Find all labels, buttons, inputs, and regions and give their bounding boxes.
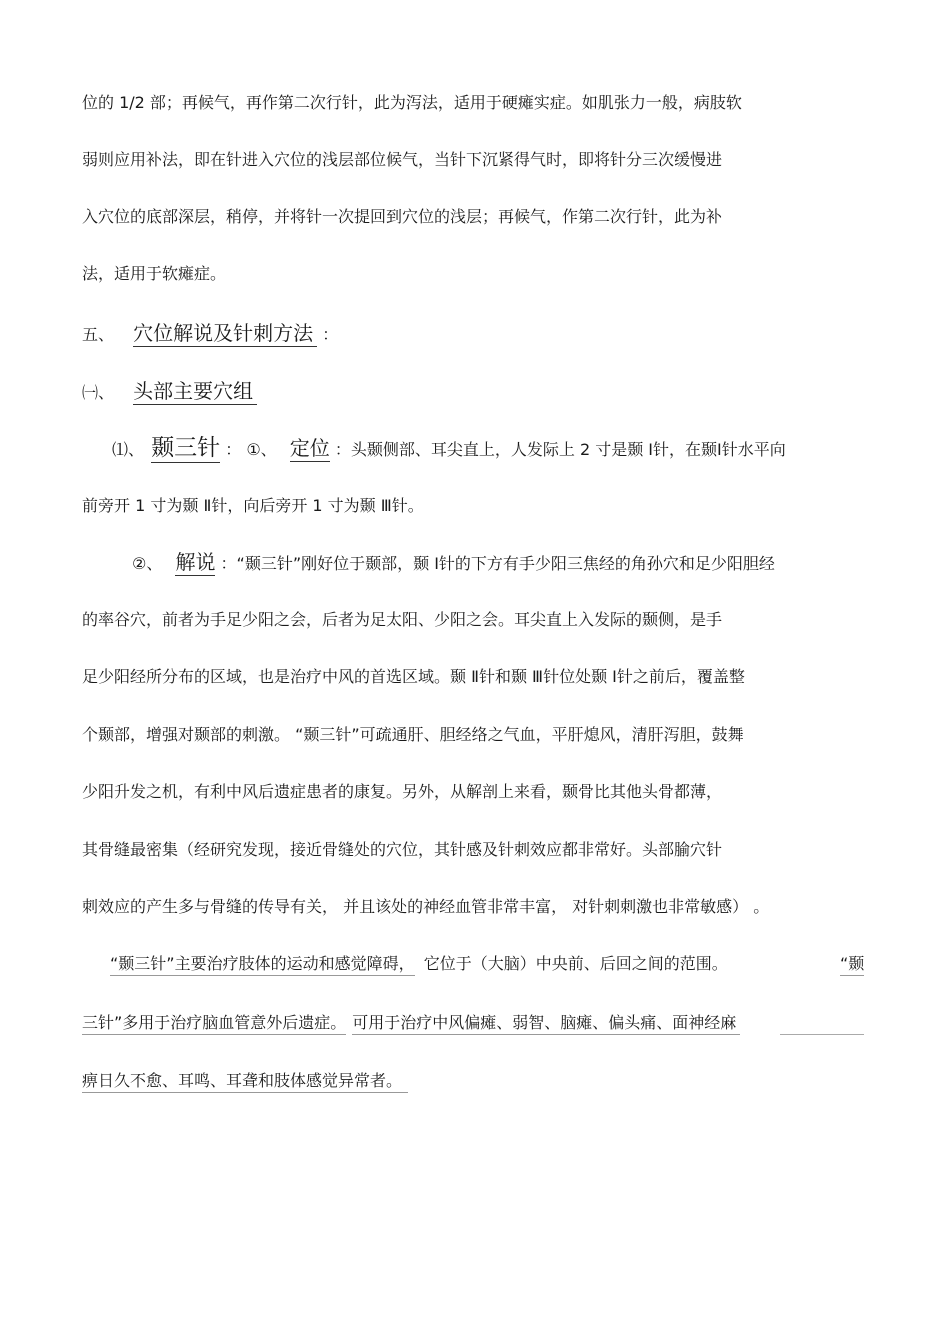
paragraph-line: 刺效应的产生多与骨缝的传导有关， 并且该处的神经血管非常丰富， 对针刺刺激也非常敏感） 。 (82, 897, 770, 916)
highlighted-line (110, 953, 728, 975)
underlined-text: “颞 (840, 954, 864, 976)
underlined-text: 可用于治疗中风偏瘫、弱智、脑瘫、偏头痛、面神经麻 (352, 1013, 740, 1035)
section-number: 五、 (82, 325, 115, 344)
sub-number: ②、 (132, 554, 163, 573)
highlighted-line (840, 953, 864, 975)
item-heading (132, 551, 775, 575)
section-title: 穴位解说及针刺方法 (133, 321, 317, 347)
sub-label-location: 定位 (289, 436, 330, 460)
paragraph-line: 法，适用于软瘫症。 (82, 264, 227, 283)
item-number: ⑴、 (112, 440, 145, 459)
sub-number: ①、 (246, 440, 277, 459)
subsection-heading (82, 380, 257, 404)
paragraph-line: 其骨缝最密集（经研究发现，接近骨缝处的穴位，其针感及针刺效应都非常好。头部腧穴针 (82, 840, 723, 859)
plain-text: 它位于（大脑）中央前、后回之间的范围。 (423, 954, 728, 973)
underlined-text: 三针”多用于治疗脑血管意外后遗症。 (82, 1013, 346, 1035)
subsection-title: 头部主要穴组 (133, 379, 257, 405)
underlined-text: “颞三针”主要治疗肢体的运动和感觉障碍， (110, 954, 415, 976)
sub-text: ：“颞三针”刚好位于颞部，颞 Ⅰ针的下方有手少阳三焦经的角孙穴和足少阳胆经 (220, 554, 775, 573)
acupoint-name: 颞三针 (151, 435, 221, 461)
underline-rule (780, 1034, 864, 1035)
subsection-number: ㈠、 (82, 383, 115, 402)
paragraph-line: 足少阳经所分布的区域，也是治疗中风的首选区域。颞 Ⅱ针和颞 Ⅲ针位处颞 Ⅰ针之前后，覆盖整 (82, 667, 745, 686)
paragraph-line: 少阳升发之机，有利中风后遗症患者的康复。另外，从解剖上来看，颞骨比其他头骨都薄， (82, 782, 723, 801)
section-heading (82, 322, 338, 346)
paragraph-line: 个颞部，增强对颞部的刺激。 “颞三针”可疏通肝、胆经络之气血，平肝熄风，清肝泻胆，鼓舞 (82, 725, 744, 744)
item-heading: ⑴、 颞三针 ： ①、 定位 ：头颞侧部、耳尖直上，人发际上 2 寸是颞 Ⅰ针，在颞Ⅰ针水平向 (112, 435, 786, 461)
paragraph-line: 入穴位的底部深层，稍停，并将针一次提回到穴位的浅层；再候气，作第二次行针，此为补 (82, 207, 723, 226)
underlined-text: 痹日久不愈、耳鸣、耳聋和肢体感觉异常者。 (82, 1071, 408, 1093)
paragraph-line: 位的 1/2 部；再候气，再作第二次行针，此为泻法，适用于硬瘫实症。如肌张力一般，病肢软 (82, 93, 742, 112)
paragraph-line: 弱则应用补法，即在针进入穴位的浅层部位候气，当针下沉紧得气时，即将针分三次缓慢进 (82, 150, 723, 169)
paragraph-line: 前旁开 1 寸为颞 Ⅱ针，向后旁开 1 寸为颞 Ⅲ针。 (82, 496, 424, 515)
sub-text: ：头颞侧部、耳尖直上，人发际上 2 寸是颞 Ⅰ针，在颞Ⅰ针水平向 (334, 440, 786, 459)
highlighted-line (82, 1012, 740, 1034)
section-title-colon: ： (322, 325, 339, 344)
highlighted-line (82, 1070, 408, 1092)
paragraph-line: 的率谷穴，前者为手足少阳之会，后者为足太阳、少阳之会。耳尖直上入发际的颞侧，是手 (82, 610, 723, 629)
sub-label-explanation: 解说 (175, 550, 216, 574)
